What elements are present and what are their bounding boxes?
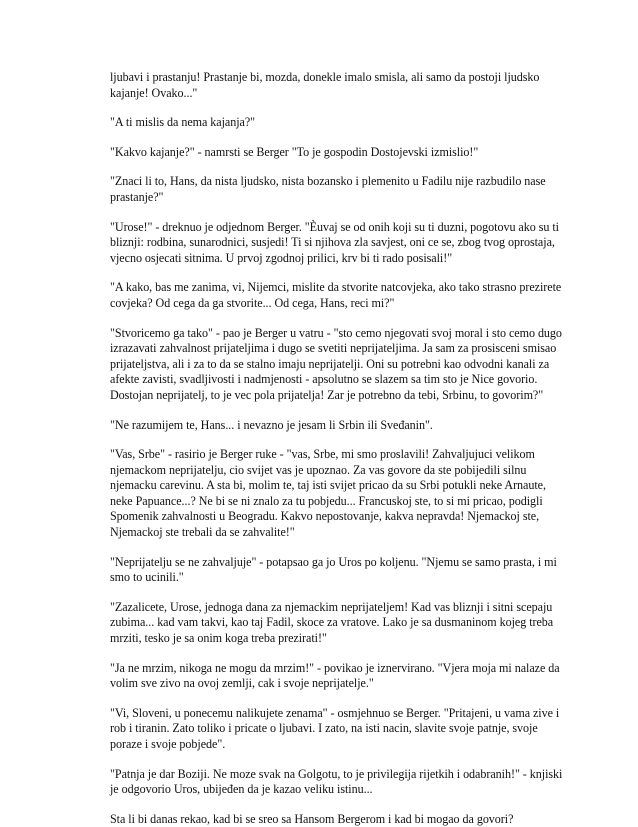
paragraph-12: "Ja ne mrzim, nikoga ne mogu da mrzim!" - povikao je iznervirano. "Vjera moja mi nalaze da volim sve zivo na ovoj zemlji, cak i svoje neprijatelje." <box>110 660 560 691</box>
paragraph-8: "Ne razumijem te, Hans... i nevazno je jesam li Srbin ili Sveđanin". <box>110 417 433 432</box>
paragraph-6: "A kako, bas me zanima, vi, Nijemci, mislite da stvorite natcovjeka, ako tako strasno prezirete covjeka? Od cega da ga stvorite... Od cega, Hans, reci mi?" <box>110 280 562 310</box>
paragraph-3: "Kakvo kajanje?" - namrsti se Berger "To je gospodin Dostojevski izmislio!" <box>110 144 479 159</box>
paragraph-5: "Urose!" - dreknuo je odjednom Berger. "Èuvaj se od onih koji su ti duzni, pogotovu ako su ti bliznji: rodbina, sunarodnici, susjedi! Ti si njihova zla savjest, oni ce se, zbog tvog oprostaja, vjecno osjecati sitnima. U prvoj zgodnoj prilici, krv bi ti rado posisali!" <box>110 219 559 265</box>
paragraph-9: "Vas, Srbe" - rasirio je Berger ruke - "vas, Srbe, mi smo proslavili! Zahvaljujuci velikom njemackom neprijatelju, cio svijet vas je upoznao. Za vas govore da ste pobijedili silnu njemacku carevinu. A sta bi, molim te, taj isti svijet pricao da su Srbi potukli neke Arnaute, neke Papuance...? Ne bi se ni znalo za tu pobjedu... Francuskoj ste, to si mi pricao, podigli Spomenik zahvalnosti u Beogradu. Kakvo nepostovanje, kakva nepravda! Njemackoj ste, Njemackoj ste trebali da se zahvalite!" <box>110 447 546 540</box>
paragraph-13: "Vi, Sloveni, u ponecemu nalikujete zenama" - osmjehnuo se Berger. "Pritajeni, u vama zive i rob i tiranin. Zato toliko i pricate o ljubavi. I zato, na isti nacin, slavite svoje patnje, svoje poraze i svoje pobjede". <box>110 705 560 751</box>
paragraph-14: "Patnja je dar Boziji. Ne moze svak na Golgotu, to je privilegija rijetkih i odabranih!" - knjiski je odgovorio Uros, ubijeđen da je kazao veliku istinu... <box>110 766 563 797</box>
paragraph-10: "Neprijatelju se ne zahvaljuje" - potapsao ga jo Uros po koljenu. "Njemu se samo prasta, i mi smo to ucinili." <box>110 554 557 585</box>
paragraph-15: Sta li bi danas rekao, kad bi se sreo sa Hansom Bergerom i kad bi mogao da govori? <box>110 811 514 826</box>
paragraph-4: "Znaci li to, Hans, da nista ljudsko, nista bozansko i plemenito u Fadilu nije razbudilo nase prastanje?" <box>110 174 546 204</box>
paragraph-11: "Zazalicete, Urose, jednoga dana za njemackim neprijateljem! Kad vas bliznji i sitni scepaju zubima... kad vam takvi, kao taj Fadil, skoce za vratove. Lako je sa dusmaninom kojeg treba mrziti, tesko je sa onim koga treba prezirati!" <box>110 599 554 646</box>
paragraph-7: "Stvoricemo ga tako" - pao je Berger u vatru - "sto cemo njegovati svoj moral i sto cemo dugo izrazavati zahvalnost prijateljima i dugo se svetiti neprijateljima. Ja sam za prosisceni smisao prijateljstva, ali i za to da se stalno imaju neprijatelji. Oni su potrebni kao odvodni kanali za afekte zavisti, svadljivosti i nadmjenosti - apsolutno se slazem sa tim sto je Nice govorio. Dostojan neprijatelj, to je vec pola prijatelja! Zar je potrebno da tebi, Srbinu, to govorim?" <box>110 325 562 402</box>
paragraph-2: "A ti mislis da nema kajanja?" <box>110 115 256 130</box>
document-body <box>110 70 565 827</box>
paragraph-1: ljubavi i prastanju! Prastanje bi, mozda, donekle imalo smisla, ali samo da postoji ljudsko kajanje! Ovako..." <box>110 70 540 100</box>
